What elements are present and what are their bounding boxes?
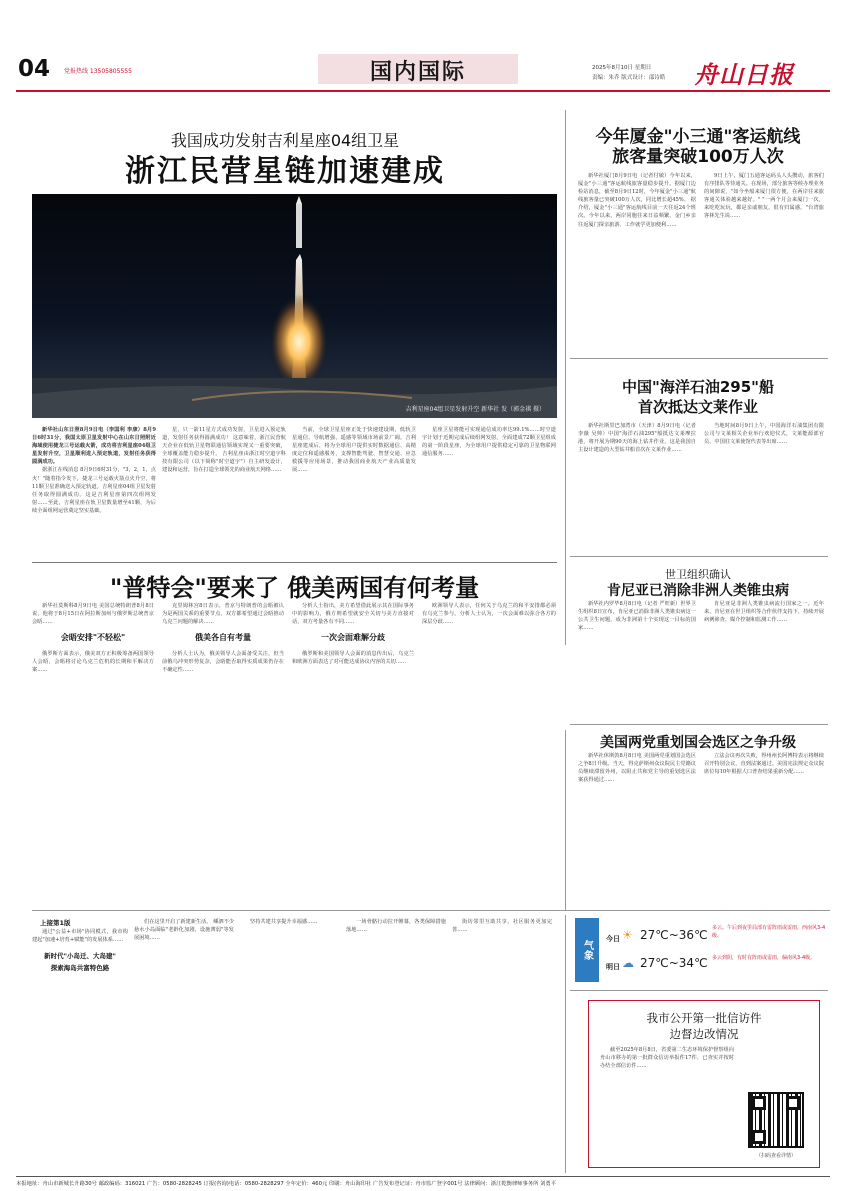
- putin-col4-text: 欧洲领导人表示，任何关于乌克兰的和平安排都必须有乌克兰参与。分析人士认为，一次会面难以弥合各方的深层分歧……: [422, 603, 556, 626]
- qr-caption: （扫码查看详情）: [755, 1153, 796, 1159]
- notice-text: [600, 1046, 734, 1160]
- notice-title-2: 边督边改情况: [669, 1027, 739, 1041]
- weather-label-text: 气象: [581, 940, 593, 960]
- weather-label: [575, 918, 599, 982]
- cabbage-subhead-1: 新时代"小岛迁、大岛建": [44, 952, 116, 961]
- footer-info: 本报地址：舟山市新城长升路30号 邮政编码：316021 广告：0580-2828245 订报(咨询)电话：0580-2828297 全年定价：460元 印刷：舟山海印社 广告发布登记证：舟市监广登字001号 法律顾问：浙江乾衡律师事务所 刘勇平: [16, 1181, 557, 1187]
- hotline: 党报热线 13505805555: [64, 68, 132, 75]
- putin-column-4: [422, 602, 556, 907]
- photo-caption: 吉利星座04组卫星发射升空 新华社 发（郭金祺 摄）: [405, 406, 545, 413]
- putin-column-1: [32, 602, 154, 907]
- tb-col1-text: 新华社内罗毕8月8日电（记者 严旺新）世界卫生组织8日宣布，肯尼亚已消除非洲人类锥虫病这一公共卫生问题，成为非洲第十个实现这一目标的国家……: [578, 601, 696, 632]
- putin-col1b-text: 俄罗斯方面表示，俄美双方正积极筹备两国领导人会晤，会晤将讨论乌克兰危机的长期和平解决方案……: [32, 651, 154, 674]
- us-col2-text: 立法会议再次失败，得州州长阿博特表示将继续召开特别会议，直到法案通过。美国宪法规定众议院席位每10年根据人口普查结果重新分配……: [704, 753, 824, 776]
- lead-col1-text: 新华社山东日照8月9日电（李国利 李康）8月9日6时31分，我国太原卫星发射中心在山东日照附近海域使用捷龙三号运载火箭，成功将吉利星座04组卫星发射升空，卫星顺利进入预定轨道，发射任务获得圆满成功。: [32, 427, 156, 466]
- rain-cloud-icon: ☁: [622, 956, 634, 970]
- drilling-col1-text: 新华社斯里巴加湾市（天津）8月9日电（记者 李薇 吴帅）中国"海洋石油295"船抵达文莱摩拉港，将开展为期90天的海上钻井作业，这是我国自主设计建造的大型钻井船首次在文莱作业……: [578, 423, 696, 454]
- weather-today-temp: 27℃~36℃: [640, 928, 708, 942]
- cabbage-col1-text: 通过"公益+市场"协同模式，我市构建起"加速+培育+赋能"的发展体系……: [32, 929, 128, 944]
- putin-col2-text: 克里姆林宫8日表示，普京与特朗普的会晤被认为是两国关系的重要节点，双方都希望通过会晤推动乌克兰问题的解决……: [162, 603, 284, 626]
- lead-col4-text: 星座卫星将能可实现通信成功率达99.1%……时空道宇计划于近期完成后续组网发射，全面建成72颗卫星组成的第一阶段星座，为全球用户提供稳定可靠的卫星物联网通信服务……: [422, 427, 556, 458]
- putin-col3b-text: 俄罗斯和美国领导人会面的消息传出后，乌克兰和欧洲方面表达了对可能达成协议内容的关切……: [292, 651, 414, 666]
- tb-column-2: [704, 600, 824, 720]
- weather-tomorrow-label: 明日: [606, 963, 620, 971]
- qr-code-image[interactable]: [748, 1092, 804, 1148]
- ferry-col1-text: 新华社厦门8月9日电（记者付敏）今年以来，厦金"小三通"客运航线旅客量稳步提升。据厦门边检站消息，截至8月9日12时，今年厦金"小三通"航线旅客量已突破100万人次，同比增长超45%。 据介绍，厦金"小三通"客运航线目前一天往返24个班次。今年以来，两岸同胞往来日益频繁，金门乡亲往返厦门探亲旅游、工作就学更加便利……: [578, 173, 696, 228]
- weather-today-label: 今日: [606, 935, 620, 943]
- sun-cloud-icon: ☀: [622, 928, 633, 942]
- ferry-column-1: [578, 172, 696, 352]
- tb-title-2: 肯尼亚已消除非洲人类锥虫病: [607, 583, 789, 599]
- lead-title: 浙江民营星链加速建成: [125, 154, 445, 189]
- tb-column-1: [578, 600, 696, 720]
- putin-subhead-1: 会晤安排"不轻松": [60, 633, 126, 643]
- putin-col1-text: 新华社莫斯科8月9日电 美国总统特朗普8月8日说，他将于8月15日在阿拉斯加州与俄罗斯总统普京会晤……: [32, 603, 154, 626]
- page-number: 04: [18, 56, 51, 82]
- us-title: 美国两党重划国会选区之争升级: [600, 735, 796, 751]
- notice-title-1: 我市公开第一批信访件: [646, 1011, 762, 1025]
- us-col1-text: 新华社休斯敦8月8日电 美国两党重划国会选区之争8日升级。当天，得克萨斯州众议院民主党籍议员继续滞留外州，以阻止共和党主导的重划选区法案获得通过……: [578, 753, 696, 784]
- continued-label: 上接第1版: [40, 919, 71, 927]
- weather-tomorrow-desc: 多云到阴，有时有阵雨或雷雨，偏南风3-4级。: [712, 955, 816, 961]
- drilling-column-2: [704, 422, 824, 550]
- cabbage-column-3: [240, 918, 340, 1173]
- ferry-col2-text: 9日上午，厦门五通客运码头人头攒动，旅客们有序排队等待通关。在现场，部分旅客等候办理业务的间隙说，"如今坐船来厦门很方便，在两岸往来旅客通关体验越来越好。" "一两个月会来厦门一次，来吃吃玩玩，都是亲戚朋友，很有归属感。"台湾旅客林先生说……: [704, 173, 824, 220]
- cabbage-column-4: [346, 918, 446, 1173]
- cabbage-subhead-1b: 探索海岛共富特色路: [50, 964, 110, 973]
- footer-rule: [16, 1176, 830, 1177]
- tb-title-1: 世卫组织确认: [665, 568, 731, 581]
- header-rule: [16, 90, 830, 92]
- cabbage-column-1: [32, 928, 128, 1173]
- cabbage-col3-text: 坚持共建共享提升幸福感……: [250, 919, 318, 925]
- us-column-1: [578, 752, 696, 862]
- cabbage-col5-text: 街坊邻里互助共享，社区服务更加完善……: [452, 919, 552, 934]
- putin-subhead-2: 俄美各自有考量: [195, 633, 251, 643]
- putin-column-2: [162, 602, 284, 907]
- putin-subhead-3: 一次会面难解分歧: [321, 633, 385, 643]
- section-title: 国内国际: [369, 60, 466, 85]
- notice-body: 截至2025年8月8日，省委第二生态环境保护督察组向舟山市移办的第一批群众信访举报件17件，已查实并按时办结全部信访件……: [600, 1047, 734, 1070]
- cabbage-col4-text: 一场骨骼行动拉开帷幕，各类保障措施落地……: [346, 919, 446, 934]
- putin-col2b-text: 分析人士认为，俄美领导人会面备受关注，但当前俄乌冲突形势复杂，会晤能否取得实质成果仍存在不确定性……: [162, 651, 284, 674]
- cabbage-column-5: [452, 918, 552, 1173]
- putin-column-3: [292, 602, 414, 907]
- drilling-title-1: 中国"海洋石油295"船: [622, 378, 774, 396]
- drilling-title-2: 首次抵达文莱作业: [637, 398, 758, 416]
- launch-photo: [32, 194, 557, 418]
- lead-col1b-text: 据浙江在线消息 8月9日6时31分，"3，2，1，点火！"随着指令发下，捷龙三号运载火箭点火升空，将11颗卫星准确送入预定轨道。吉利星座04组卫星发射任务取得圆满成功。这是吉利星座第四次组网发射……至此，吉利星座在轨卫星数量增至41颗，为后续全面组网运营奠定坚实基础。: [32, 467, 156, 514]
- cabbage-col2-text: 们在这里开启了新建新生活。 嵊泗不少悬水小岛面临"老龄化加剧，设施薄弱"等发展困境……: [134, 919, 234, 942]
- editors-line: 责编：朱乔 版式设计：邵诗皓: [592, 75, 666, 81]
- putin-title: "普特会"要来了 俄美两国有何考量: [109, 574, 480, 602]
- drilling-col2-text: 当地时间8月9日上午，中国海洋石油集团有限公司与文莱相关企业举行欢迎仪式，文莱能源部官员、中国驻文莱使馆代表等出席……: [704, 423, 824, 446]
- masthead-logo: 舟山日报: [694, 60, 794, 89]
- date-line: 2025年8月10日 星期日: [592, 65, 652, 71]
- lead-col3-text: 当前，全球卫星星座正处于快速建设期，低轨卫星通信、导航增强、遥感等领域市场前景广阔。吉利星座建成后，将为全球用户提供实时数据通信、高精度定位和遥感服务，支撑智能驾驶、智慧交通、应急救援等应用场景，推动我国商业航天产业高质量发展……: [292, 427, 416, 474]
- cabbage-column-2: [134, 918, 234, 1173]
- us-column-2: [704, 752, 824, 862]
- weather-today-desc: 多云。午后到夜里局部有雷阵雨或雷雨，西南风3-4级。: [712, 925, 826, 939]
- weather-tomorrow-temp: 27℃~34℃: [640, 956, 708, 970]
- lead-subtitle: 我国成功发射吉利星座04组卫星: [170, 131, 400, 150]
- ferry-column-2: [704, 172, 824, 352]
- rocket-launch-illustration: [32, 194, 557, 418]
- tb-col2-text: 肯尼亚是非洲人类锥虫病流行国家之一。近年来，肯尼亚在世卫组织等合作伙伴支持下，持续开展病例筛查、媒介控制和监测工作……: [704, 601, 824, 624]
- lead-col2-text: 星，只一箭11星方式成功发射，卫星进入预定轨道，发射任务获得圆满成功！ 这意味着，浙江民营航天企业在低轨卫星物联通信领域实现又一重要突破，全球覆盖能力稳步提升。 吉利星座由浙江时空道宇科技有限公司（以下简称"时空道宇"）自主研发设计，建设和运营，旨在打造全球领先的商业航天网络……: [162, 427, 286, 474]
- ferry-title-2: 旅客量突破100万人次: [612, 147, 784, 167]
- drilling-column-1: [578, 422, 696, 550]
- putin-col3-text: 分析人士指出，美方希望借此展示其在国际事务中的影响力，俄方则希望就安全关切与美方直接对话，双方考量各有不同……: [292, 603, 414, 626]
- ferry-title-1: 今年厦金"小三通"客运航线: [595, 127, 801, 147]
